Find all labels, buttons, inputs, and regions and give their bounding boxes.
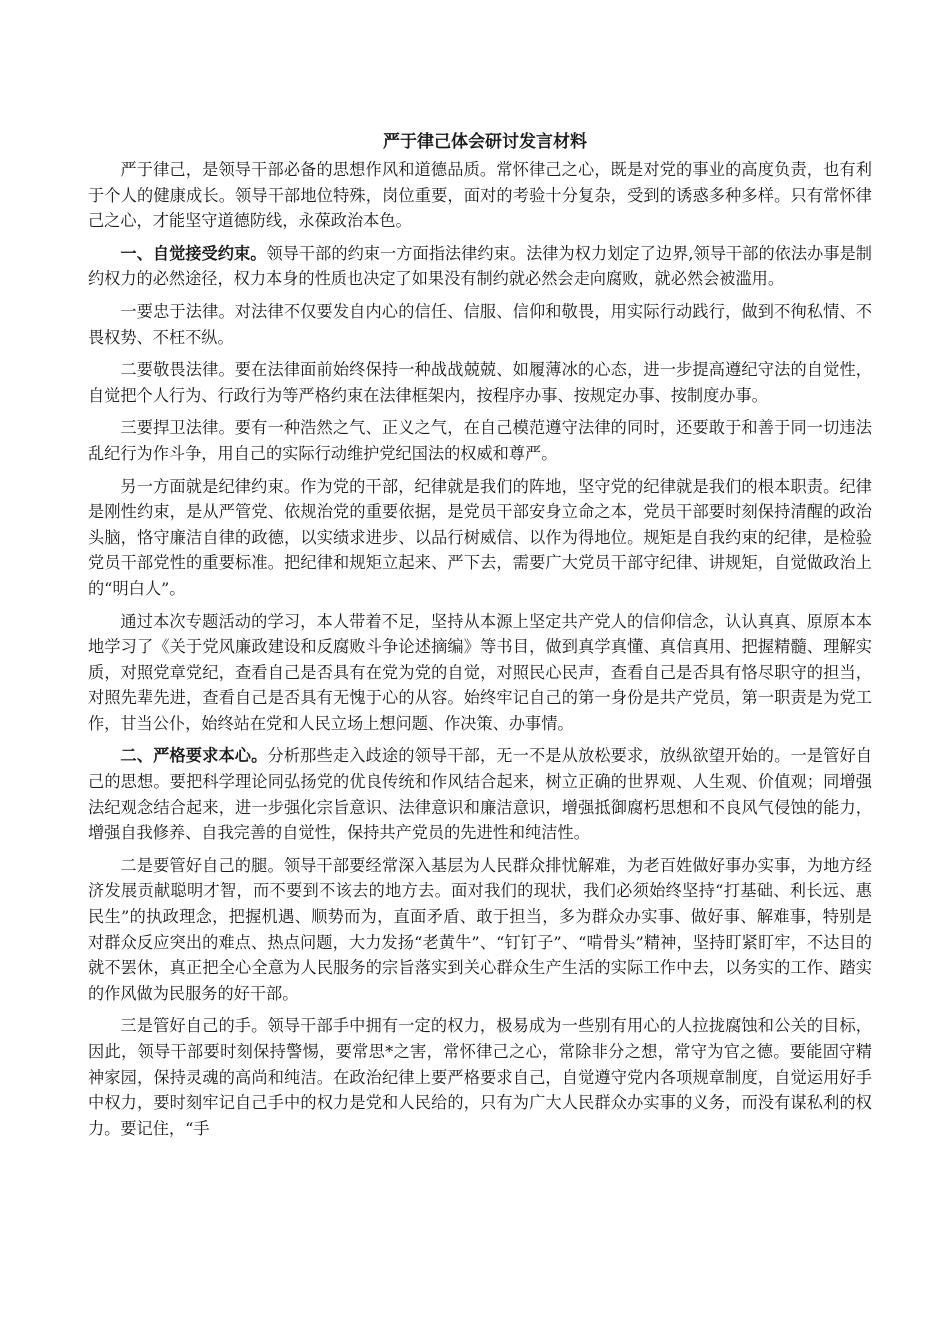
body-paragraph bbox=[88, 743, 872, 845]
document-title: 严于律己体会研讨发言材料 bbox=[383, 132, 587, 152]
body-paragraph bbox=[88, 609, 872, 737]
section-heading: 一、自觉接受约束。 bbox=[120, 243, 267, 263]
paragraph-text: 另一方面就是纪律约束。作为党的干部，纪律就是我们的阵地，坚守党的纪律就是我们的根本职责。纪律是刚性约束，是从严管党、依规治党的重要依据，是党员干部安身立命之本，党员干部要时刻保持清醒的政治头脑，恪守廉洁自律的政德，以实绩求进步、以品行树威信、以作为得地位。规矩是自我约束的纪律，是检验党员干部党性的重要标准。把纪律和规矩立起来、严下去，需要广大党员干部守纪律、讲规矩，自觉做政治上的“明白人”。 bbox=[88, 476, 872, 598]
section-heading: 二、严格要求本心。 bbox=[120, 746, 268, 766]
paragraph-text: 三要捍卫法律。要有一种浩然之气、正义之气，在自己模范遵守法律的同时，还要敢于和善于同一切违法乱纪行为作斗争，用自己的实际行动维护党纪国法的权威和尊严。 bbox=[88, 418, 872, 463]
body-paragraph bbox=[88, 1013, 872, 1141]
paragraph-text: 分析那些走入歧途的领导干部，无一不是从放松要求，放纵欲望开始的。一是管好自己的思想。要把科学理论同弘扬党的优良传统和作风结合起来，树立正确的世界观、人生观、价值观；同增强法纪观念结合起来，进一步强化宗旨意识、法律意识和廉洁意识，增强抵御腐朽思想和不良风气侵蚀的能力，增强自我修养、自我完善的自觉性，保持共产党员的先进性和纯洁性。 bbox=[88, 746, 873, 843]
body-paragraph bbox=[88, 299, 872, 350]
body-paragraph bbox=[88, 241, 872, 292]
paragraph-text: 通过本次专题活动的学习，本人带着不足，坚持从本源上坚定共产党人的信仰信念，认认真真、原原本本地学习了《关于党风廉政建设和反腐败斗争论述摘编》等书目，做到真学真懂、真信真用、把握精髓、理解实质，对照党章党纪，查看自己是否具有在党为党的自觉，对照民心民声，查看自己是否具有恪尽职守的担当，对照先辈先进，查看自己是否具有无愧于心的从容。始终牢记自己的第一身份是共产党员，第一职责是为党工作，甘当公仆，始终站在党和人民立场上想问题、作决策、办事情。 bbox=[88, 611, 872, 733]
body-paragraph bbox=[88, 357, 872, 408]
paragraph-text: 领导干部的约束一方面指法律约束。法律为权力划定了边界,领导干部的依法办事是制约权力的必然途径，权力本身的性质也决定了如果没有制约就必然会走向腐败，就必然会被滥用。 bbox=[88, 243, 872, 289]
paragraph-text: 严于律己，是领导干部必备的思想作风和道德品质。常怀律己之心，既是对党的事业的高度负责，也有利于个人的健康成长。领导干部地位特殊，岗位重要，面对的考验十分复杂，受到的诱惑多种多样。只有常怀律己之心，才能坚守道德防线，永葆政治本色。 bbox=[88, 160, 872, 231]
document-body bbox=[88, 157, 872, 1141]
paragraph-text: 一要忠于法律。对法律不仅要发自内心的信任、信服、信仰和敬畏，用实际行动践行，做到不徇私情、不畏权势、不枉不纵。 bbox=[88, 301, 872, 347]
body-paragraph bbox=[88, 474, 872, 602]
body-paragraph bbox=[88, 415, 872, 466]
paragraph-text: 二要敬畏法律。要在法律面前始终保持一种战战兢兢、如履薄冰的心态，进一步提高遵纪守法的自觉性，自觉把个人行为、行政行为等严格约束在法律框架内，按程序办事、按规定办事、按制度办事。 bbox=[88, 360, 872, 405]
paragraph-text: 二是要管好自己的腿。领导干部要经常深入基层为人民群众排忧解难，为老百姓做好事办实事，为地方经济发展贡献聪明才智，而不要到不该去的地方去。面对我们的现状，我们必须始终坚持“打基础、利长远、惠民生”的执政理念，把握机遇、顺势而为，直面矛盾、敢于担当，多为群众办实事、做好事、解难事，特别是对群众反应突出的难点、热点问题，大力发扬“老黄牛”、“钉钉子”、“啃骨头”精神，坚持盯紧盯牢，不达目的就不罢休，真正把全心全意为人民服务的宗旨落实到关心群众生产生活的实际工作中去，以务实的工作、踏实的作风做为民服务的好干部。 bbox=[88, 855, 872, 1003]
paragraph-text: 三是管好自己的手。领导干部手中拥有一定的权力，极易成为一些别有用心的人拉拢腐蚀和公关的目标，因此，领导干部要时刻保持警惕，要常思*之害，常怀律己之心，常除非分之想，常守为官之德。要能固守精神家园，保持灵魂的高尚和纯洁。在政治纪律上要严格要求自己，自觉遵守党内各项规章制度，自觉运用好手中权力，要时刻牢记自己手中的权力是党和人民给的，只有为广大人民群众办实事的义务，而没有谋私利的权力。要记住，“手 bbox=[88, 1016, 872, 1138]
body-paragraph bbox=[88, 853, 872, 1007]
body-paragraph bbox=[88, 157, 872, 234]
